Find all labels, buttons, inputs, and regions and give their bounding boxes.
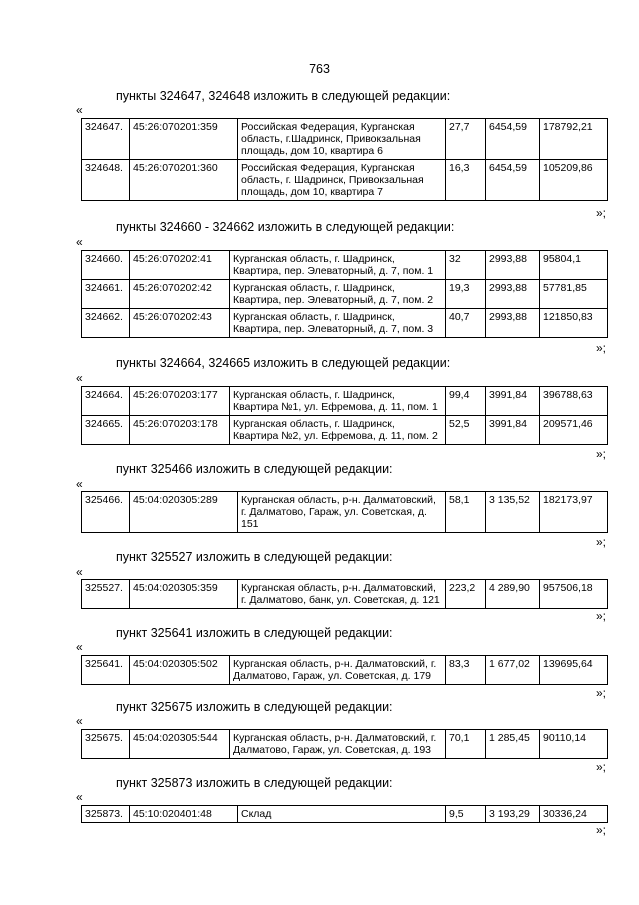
table-row bbox=[82, 309, 608, 338]
cell-rate: 2993,88 bbox=[486, 309, 540, 338]
cell-address: Склад bbox=[238, 806, 446, 823]
cell-address: Курганская область, р-н. Далматовский, г. Далматово, Гараж, ул. Советская, д. 179 bbox=[230, 656, 446, 685]
closing-quote: »; bbox=[596, 535, 607, 549]
property-table bbox=[81, 805, 608, 823]
property-table bbox=[81, 729, 608, 759]
cell-num: 325641. bbox=[82, 656, 130, 685]
table-row bbox=[82, 280, 608, 309]
cell-address: Курганская область, р-н. Далматовский, г. Далматово, Гараж, ул. Советская, д. 193 bbox=[230, 730, 446, 759]
section-heading: пункт 325641 изложить в следующей редакции: bbox=[116, 626, 393, 640]
property-table bbox=[81, 386, 608, 445]
cell-cadastral: 45:04:020305:544 bbox=[130, 730, 230, 759]
cell-cadastral: 45:26:070201:360 bbox=[130, 160, 238, 201]
cell-address: Курганская область, г. Шадринск, Квартира, пер. Элеваторный, д. 7, пом. 1 bbox=[230, 251, 446, 280]
cell-num: 324661. bbox=[82, 280, 130, 309]
cell-area: 27,7 bbox=[446, 119, 486, 160]
table-row bbox=[82, 416, 608, 445]
cell-rate: 6454,59 bbox=[486, 160, 540, 201]
table-row bbox=[82, 160, 608, 201]
cell-area: 9,5 bbox=[446, 806, 486, 823]
closing-quote: »; bbox=[596, 823, 607, 837]
closing-quote: »; bbox=[596, 609, 607, 623]
cell-area: 52,5 bbox=[446, 416, 486, 445]
opening-quote: « bbox=[76, 477, 83, 491]
cell-value: 30336,24 bbox=[540, 806, 608, 823]
cell-rate: 3 135,52 bbox=[486, 492, 540, 533]
cell-address: Курганская область, г. Шадринск, Квартира №1, ул. Ефремова, д. 11, пом. 1 bbox=[230, 387, 446, 416]
cell-num: 325675. bbox=[82, 730, 130, 759]
cell-value: 178792,21 bbox=[540, 119, 608, 160]
property-table bbox=[81, 579, 608, 609]
table-row bbox=[82, 656, 608, 685]
cell-rate: 2993,88 bbox=[486, 280, 540, 309]
cell-rate: 6454,59 bbox=[486, 119, 540, 160]
opening-quote: « bbox=[76, 235, 83, 249]
cell-address: Российская Федерация, Курганская область, г. Шадринск, Привокзальная площадь, дом 10, квартира 7 bbox=[238, 160, 446, 201]
opening-quote: « bbox=[76, 640, 83, 654]
cell-value: 95804,1 bbox=[540, 251, 608, 280]
table-row bbox=[82, 730, 608, 759]
section-heading: пункт 325527 изложить в следующей редакции: bbox=[116, 550, 393, 564]
section-heading: пункты 324664, 324665 изложить в следующей редакции: bbox=[116, 356, 451, 370]
cell-num: 324647. bbox=[82, 119, 130, 160]
property-table bbox=[81, 655, 608, 685]
table-row bbox=[82, 492, 608, 533]
property-table bbox=[81, 250, 608, 338]
cell-value: 90110,14 bbox=[540, 730, 608, 759]
cell-rate: 4 289,90 bbox=[486, 580, 540, 609]
cell-area: 40,7 bbox=[446, 309, 486, 338]
cell-address: Российская Федерация, Курганская область, г.Шадринск, Привокзальная площадь, дом 10, квартира 6 bbox=[238, 119, 446, 160]
cell-rate: 3991,84 bbox=[486, 416, 540, 445]
cell-address: Курганская область, г. Шадринск, Квартира, пер. Элеваторный, д. 7, пом. 2 bbox=[230, 280, 446, 309]
cell-cadastral: 45:10:020401:48 bbox=[130, 806, 238, 823]
page-number: 763 bbox=[309, 62, 330, 76]
opening-quote: « bbox=[76, 790, 83, 804]
cell-cadastral: 45:26:070203:177 bbox=[130, 387, 230, 416]
table-row bbox=[82, 387, 608, 416]
closing-quote: »; bbox=[596, 206, 607, 220]
cell-num: 324665. bbox=[82, 416, 130, 445]
cell-cadastral: 45:04:020305:289 bbox=[130, 492, 238, 533]
cell-value: 139695,64 bbox=[540, 656, 608, 685]
cell-value: 209571,46 bbox=[540, 416, 608, 445]
table-row bbox=[82, 251, 608, 280]
cell-value: 182173,97 bbox=[540, 492, 608, 533]
cell-cadastral: 45:04:020305:502 bbox=[130, 656, 230, 685]
cell-cadastral: 45:26:070202:43 bbox=[130, 309, 230, 338]
opening-quote: « bbox=[76, 371, 83, 385]
cell-cadastral: 45:26:070202:42 bbox=[130, 280, 230, 309]
opening-quote: « bbox=[76, 103, 83, 117]
cell-value: 396788,63 bbox=[540, 387, 608, 416]
cell-rate: 3 193,29 bbox=[486, 806, 540, 823]
table-row bbox=[82, 580, 608, 609]
cell-rate: 2993,88 bbox=[486, 251, 540, 280]
cell-area: 19,3 bbox=[446, 280, 486, 309]
cell-rate: 1 285,45 bbox=[486, 730, 540, 759]
section-heading: пункты 324647, 324648 изложить в следующей редакции: bbox=[116, 89, 451, 103]
cell-num: 324662. bbox=[82, 309, 130, 338]
cell-address: Курганская область, г. Шадринск, Квартира, пер. Элеваторный, д. 7, пом. 3 bbox=[230, 309, 446, 338]
property-table bbox=[81, 491, 608, 533]
cell-area: 32 bbox=[446, 251, 486, 280]
cell-area: 223,2 bbox=[446, 580, 486, 609]
table-row bbox=[82, 806, 608, 823]
cell-num: 325466. bbox=[82, 492, 130, 533]
cell-area: 83,3 bbox=[446, 656, 486, 685]
closing-quote: »; bbox=[596, 447, 607, 461]
cell-area: 16,3 bbox=[446, 160, 486, 201]
closing-quote: »; bbox=[596, 686, 607, 700]
cell-cadastral: 45:26:070203:178 bbox=[130, 416, 230, 445]
cell-value: 105209,86 bbox=[540, 160, 608, 201]
opening-quote: « bbox=[76, 565, 83, 579]
cell-area: 58,1 bbox=[446, 492, 486, 533]
cell-address: Курганская область, г. Шадринск, Квартира №2, ул. Ефремова, д. 11, пом. 2 bbox=[230, 416, 446, 445]
cell-address: Курганская область, р-н. Далматовский, г. Далматово, Гараж, ул. Советская, д. 151 bbox=[238, 492, 446, 533]
cell-num: 325873. bbox=[82, 806, 130, 823]
cell-num: 324660. bbox=[82, 251, 130, 280]
cell-num: 325527. bbox=[82, 580, 130, 609]
cell-cadastral: 45:26:070201:359 bbox=[130, 119, 238, 160]
closing-quote: »; bbox=[596, 760, 607, 774]
cell-num: 324664. bbox=[82, 387, 130, 416]
cell-rate: 1 677,02 bbox=[486, 656, 540, 685]
opening-quote: « bbox=[76, 714, 83, 728]
table-row bbox=[82, 119, 608, 160]
cell-area: 70,1 bbox=[446, 730, 486, 759]
section-heading: пункт 325873 изложить в следующей редакции: bbox=[116, 776, 393, 790]
cell-value: 121850,83 bbox=[540, 309, 608, 338]
section-heading: пункт 325675 изложить в следующей редакции: bbox=[116, 700, 393, 714]
property-table bbox=[81, 118, 608, 201]
section-heading: пункты 324660 - 324662 изложить в следующей редакции: bbox=[116, 220, 455, 234]
cell-num: 324648. bbox=[82, 160, 130, 201]
cell-value: 57781,85 bbox=[540, 280, 608, 309]
cell-address: Курганская область, р-н. Далматовский, г. Далматово, банк, ул. Советская, д. 121 bbox=[238, 580, 446, 609]
section-heading: пункт 325466 изложить в следующей редакции: bbox=[116, 462, 393, 476]
cell-rate: 3991,84 bbox=[486, 387, 540, 416]
cell-area: 99,4 bbox=[446, 387, 486, 416]
cell-value: 957506,18 bbox=[540, 580, 608, 609]
cell-cadastral: 45:04:020305:359 bbox=[130, 580, 238, 609]
closing-quote: »; bbox=[596, 341, 607, 355]
cell-cadastral: 45:26:070202:41 bbox=[130, 251, 230, 280]
